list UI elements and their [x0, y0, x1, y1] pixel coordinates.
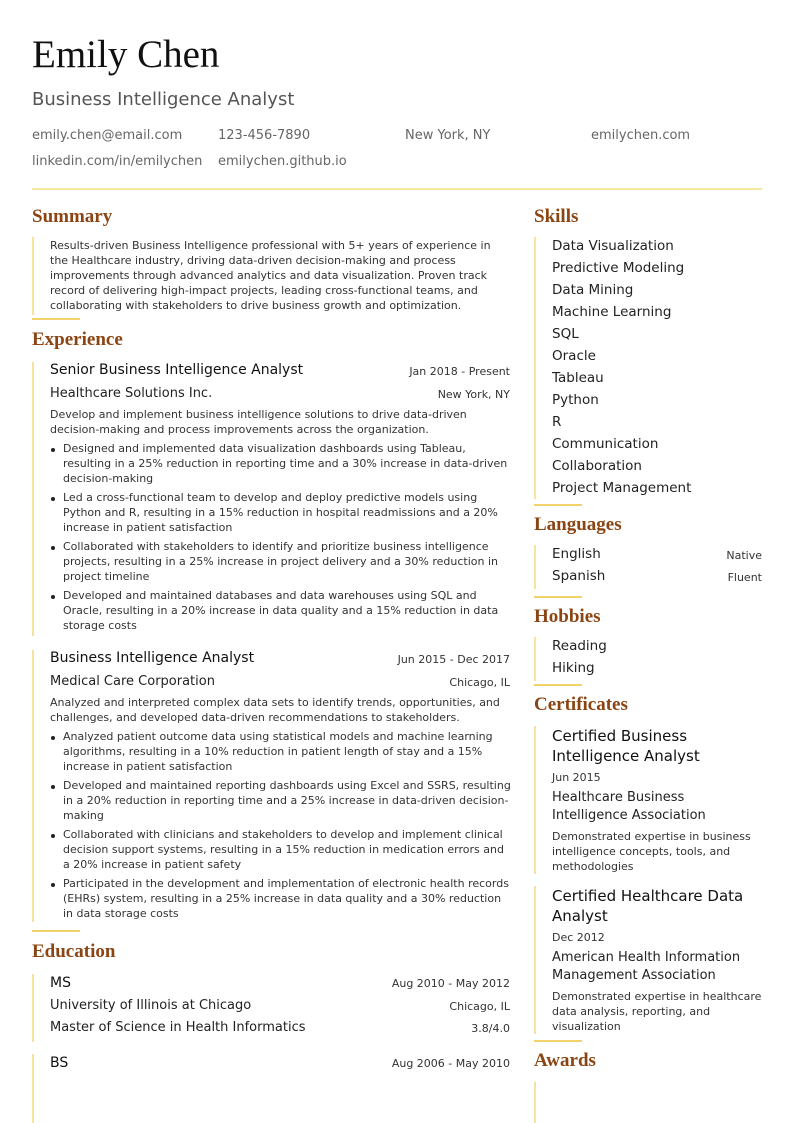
certificate-name: Certified Healthcare Data Analyst [552, 887, 744, 925]
certificate-org: American Health Information Management Association [552, 950, 741, 983]
job-bullets [50, 729, 512, 925]
edu-degree: BS [50, 1055, 69, 1071]
languages-heading: Languages [534, 514, 622, 535]
skill-item: Data Visualization [552, 238, 674, 254]
resume-job-title: Business Intelligence Analyst [32, 89, 295, 110]
awards-heading: Awards [534, 1050, 596, 1071]
skill-item: Python [552, 392, 599, 408]
skill-item: R [552, 414, 562, 430]
summary-bar [32, 237, 34, 315]
job-company: Healthcare Solutions Inc. [50, 386, 213, 401]
edu-location: Chicago, IL [449, 1000, 510, 1013]
job-bullet: Led a cross-functional team to develop and deploy predictive models using Python and R, resulting in a 15% reduction in hospital readmissions and a 20% increase in patient satisfaction [50, 490, 512, 535]
experience-bar-1 [32, 362, 34, 636]
resume-name: Emily Chen [32, 33, 220, 76]
education-bar-1 [32, 974, 34, 1042]
job-bullet: Collaborated with stakeholders to identify and prioritize business intelligence projects, resulting in a 25% increase in project delivery and a 30% reduction in project timeline [50, 539, 512, 584]
job-role: Senior Business Intelligence Analyst [50, 362, 304, 378]
job-dates: Jun 2015 - Dec 2017 [397, 653, 510, 666]
job-bullets [50, 441, 512, 637]
certificate-bar-2 [534, 886, 536, 1034]
contact-website[interactable]: emilychen.com [591, 128, 691, 143]
edu-gpa: 3.8/4.0 [471, 1022, 510, 1035]
certificate-description: Demonstrated expertise in healthcare data analysis, reporting, and visualization [552, 990, 762, 1033]
certificate-date: Dec 2012 [552, 931, 605, 944]
contact-email[interactable]: emily.chen@email.com [32, 128, 183, 143]
edu-dates: Aug 2010 - May 2012 [391, 977, 510, 990]
job-bullet: Designed and implemented data visualization dashboards using Tableau, resulting in a 25% reduction in reporting time and a 30% increase in data-driven decision-making [50, 441, 512, 486]
contact-linkedin[interactable]: linkedin.com/in/emilychen [32, 154, 203, 169]
hobby-item: Reading [552, 638, 607, 654]
job-bullet: Developed and maintained reporting dashboards using Excel and SSRS, resulting in a 20% reduction in reporting time and a 25% increase in data-driven decision-making [50, 778, 512, 823]
hobbies-underline [534, 684, 582, 686]
language-name: English [552, 546, 601, 562]
job-bullet: Collaborated with clinicians and stakeholders to develop and implement clinical decision support systems, resulting in a 15% reduction in medication errors and a 20% increase in patient safety [50, 827, 512, 872]
languages-bar [534, 545, 536, 589]
summary-heading: Summary [32, 206, 113, 227]
skill-item: Machine Learning [552, 304, 672, 320]
skill-item: Collaboration [552, 458, 642, 474]
certificate-bar-1 [534, 726, 536, 874]
experience-underline [32, 930, 80, 932]
job-bullet: Analyzed patient outcome data using statistical models and machine learning algorithms, resulting in a 10% reduction in patient length of stay and a 15% increase in patient satisfaction [50, 729, 512, 774]
summary-text: Results-driven Business Intelligence professional with 5+ years of experience in the Healthcare industry, driving data-driven decision-making and process improvements through advanced analytics and data visualization. Proven track record of delivering high-impact projects, leading cross-functional teams, and collaborating with stakeholders to drive business growth and optimization. [50, 239, 491, 312]
hobby-item: Hiking [552, 660, 595, 676]
certificate-org: Healthcare Business Intelligence Association [552, 790, 706, 823]
skill-item: Predictive Modeling [552, 260, 685, 276]
edu-degree: MS [50, 975, 71, 991]
job-description: Analyzed and interpreted complex data sets to identify trends, opportunities, and challenges, and developed data-driven recommendations to stakeholders. [50, 696, 500, 724]
skills-underline [534, 504, 582, 506]
contact-github[interactable]: emilychen.github.io [218, 154, 347, 169]
education-bar-2 [32, 1054, 34, 1123]
education-heading: Education [32, 941, 116, 962]
experience-bar-2 [32, 650, 34, 922]
hobbies-heading: Hobbies [534, 606, 601, 627]
skill-item: Communication [552, 436, 659, 452]
job-dates: Jan 2018 - Present [409, 365, 510, 378]
skill-item: SQL [552, 326, 579, 342]
language-level: Fluent [727, 571, 762, 584]
edu-program: Master of Science in Health Informatics [50, 1020, 306, 1035]
certificate-date: Jun 2015 [552, 771, 601, 784]
language-level: Native [726, 549, 762, 562]
awards-bar [534, 1082, 536, 1123]
job-description: Develop and implement business intelligence solutions to drive data-driven decision-making and process improvements across the organization. [50, 408, 467, 436]
header-divider [32, 188, 762, 190]
job-location: New York, NY [437, 388, 510, 401]
skill-item: Tableau [552, 370, 604, 386]
job-location: Chicago, IL [449, 676, 510, 689]
contact-phone[interactable]: 123-456-7890 [218, 128, 311, 143]
certificates-underline [534, 1040, 582, 1042]
skill-item: Project Management [552, 480, 692, 496]
skill-item: Oracle [552, 348, 596, 364]
skills-bar [534, 237, 536, 499]
job-bullet: Participated in the development and implementation of electronic health records (EHRs) system, resulting in a 25% increase in data quality and a 30% reduction in data storage costs [50, 876, 512, 921]
certificate-name: Certified Business Intelligence Analyst [552, 727, 700, 765]
edu-school: University of Illinois at Chicago [50, 998, 252, 1013]
job-company: Medical Care Corporation [50, 674, 215, 689]
summary-underline [32, 318, 80, 320]
job-bullet: Developed and maintained databases and data warehouses using SQL and Oracle, resulting in a 20% increase in data quality and a 15% reduction in data storage costs [50, 588, 512, 633]
hobbies-bar [534, 637, 536, 681]
experience-heading: Experience [32, 329, 123, 350]
language-name: Spanish [552, 568, 606, 584]
languages-underline [534, 596, 582, 598]
job-role: Business Intelligence Analyst [50, 650, 255, 666]
skill-item: Data Mining [552, 282, 634, 298]
certificates-heading: Certificates [534, 694, 628, 715]
contact-location: New York, NY [405, 128, 491, 143]
certificate-description: Demonstrated expertise in business intelligence concepts, tools, and methodologies [552, 830, 751, 873]
skills-heading: Skills [534, 206, 579, 227]
edu-dates: Aug 2006 - May 2010 [391, 1057, 510, 1070]
